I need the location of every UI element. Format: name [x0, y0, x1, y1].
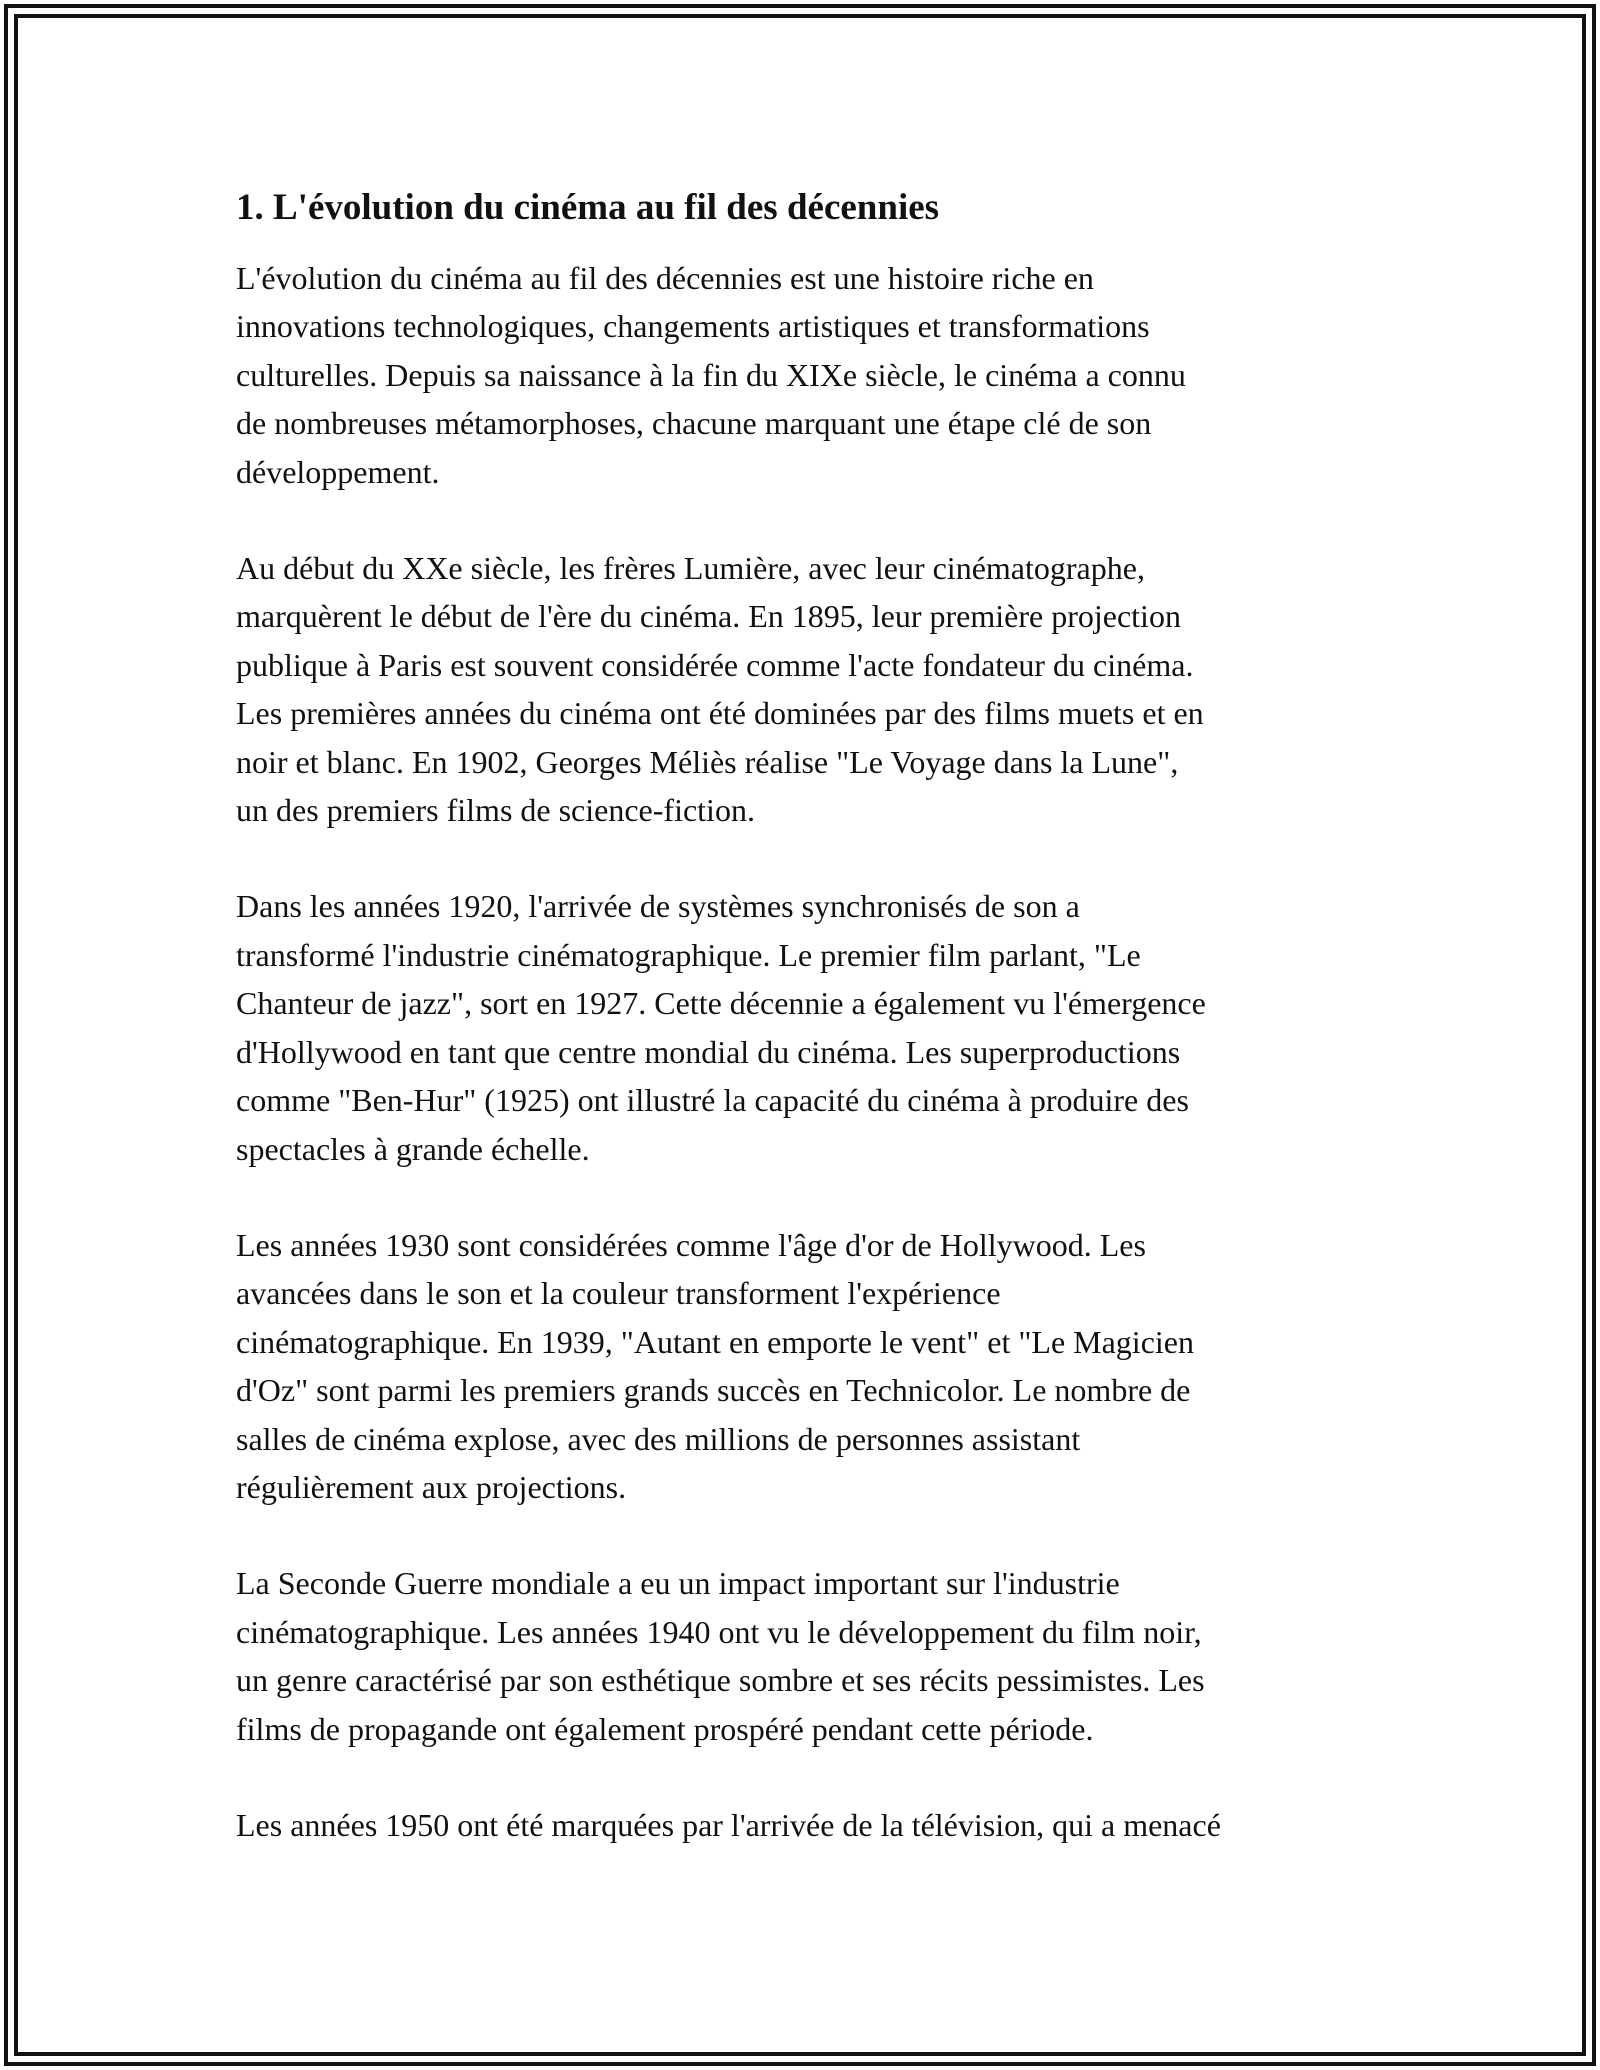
section-title: 1. L'évolution du cinéma au fil des décennies	[236, 187, 940, 228]
paragraph-1930s: Les années 1930 sont considérées comme l'âge d'or de Hollywood. Les avancées dans le son et la couleur transforment l'expérience cinématographique. En 1939, "Autant en emporte le vent" et "Le Magicien d'Oz" sont parmi les premiers grands succès en Technicolor. Le nombre de salles de cinéma explose, avec des millions de personnes assistant régulièrement aux projections.	[236, 1226, 1194, 1505]
paragraph-intro: L'évolution du cinéma au fil des décennies est une histoire riche en innovations technologiques, changements artistiques et transformations culturelles. Depuis sa naissance à la fin du XIXe siècle, le cinéma a connu de nombreuses métamorphoses, chacune marquant une étape clé de son développement.	[236, 260, 1186, 490]
paragraph-1920s: Dans les années 1920, l'arrivée de systèmes synchronisés de son a transformé l'industrie cinématographique. Le premier film parlant, "Le Chanteur de jazz", sort en 1927. Cette décennie a également vu l'émergence d'Hollywood en tant que centre mondial du cinéma. Les superproductions comme "Ben-Hur" (1925) ont illustré la capacité du cinéma à produire des spectacles à grande échelle.	[236, 888, 1206, 1167]
paragraph-1940s: La Seconde Guerre mondiale a eu un impact important sur l'industrie cinématographique. Les années 1940 ont vu le développement du film noir, un genre caractérisé par son esthétique sombre et ses récits pessimistes. Les films de propagande ont également prospéré pendant cette période.	[236, 1565, 1205, 1747]
document-body	[236, 184, 1376, 1897]
paragraph-1950s: Les années 1950 ont été marquées par l'arrivée de la télévision, qui a menacé	[236, 1806, 1221, 1843]
paragraph-early-cinema: Au début du XXe siècle, les frères Lumière, avec leur cinématographe, marquèrent le début de l'ère du cinéma. En 1895, leur première projection publique à Paris est souvent considérée comme l'acte fondateur du cinéma. Les premières années du cinéma ont été dominées par des films muets et en noir et blanc. En 1902, Georges Méliès réalise "Le Voyage dans la Lune", un des premiers films de science-fiction.	[236, 550, 1204, 829]
